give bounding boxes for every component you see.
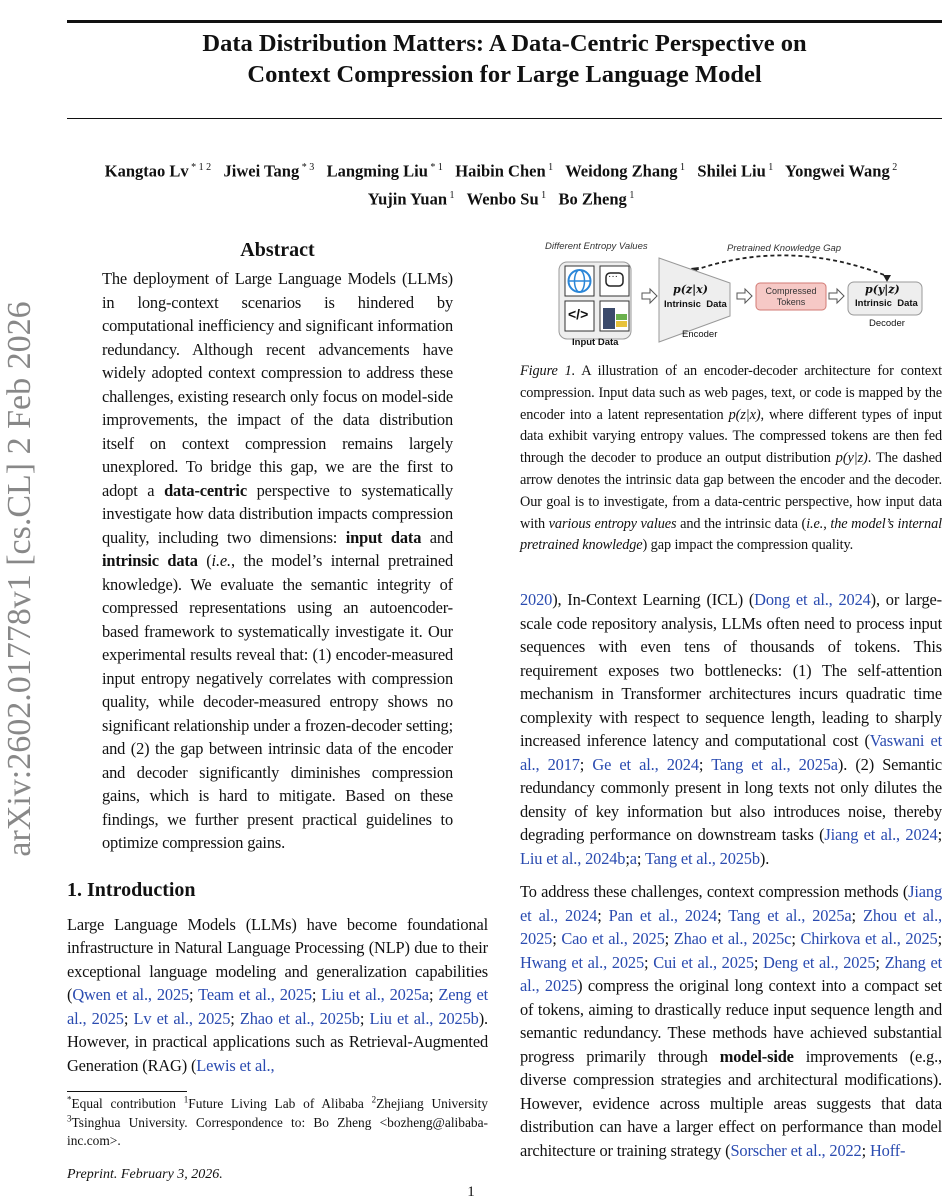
- preprint-note: Preprint. February 3, 2026.: [67, 1166, 223, 1182]
- text-segment: ;: [753, 952, 764, 972]
- text-segment: Equal contribution: [71, 1096, 184, 1111]
- text-segment: ;: [791, 929, 801, 949]
- authors-line: [60, 156, 942, 184]
- paper-title: [67, 28, 942, 90]
- citation-link[interactable]: Lv et al., 2025: [133, 1008, 231, 1028]
- text-segment: *: [67, 1094, 72, 1105]
- text-segment: model-side: [719, 1046, 794, 1066]
- text-segment: intrinsic data: [102, 551, 198, 570]
- text-segment: , where different types of input data exhibit varying entropy values. The compressed tokens are then fed through the decoder to produce an output distribution: [520, 406, 942, 467]
- author-name: Weidong Zhang: [565, 161, 678, 181]
- text-segment: 1: [183, 1094, 189, 1105]
- text-segment: ;: [428, 985, 439, 1004]
- text-segment: ;: [230, 1008, 240, 1028]
- abstract-text: [102, 267, 453, 855]
- authors-line: [60, 184, 942, 212]
- encoder-formula: p(z|x): [673, 283, 708, 296]
- calculator-icon: [603, 308, 615, 329]
- text-segment: ;: [698, 754, 712, 774]
- text-segment: p(y|z): [835, 450, 868, 467]
- citation-link[interactable]: Hoff-: [869, 1140, 906, 1160]
- title-bottom-rule: [67, 118, 942, 119]
- text-segment: ;: [359, 1008, 370, 1028]
- citation-link[interactable]: Jiang et al., 2024: [520, 882, 942, 925]
- text-segment: ) gap impact the compression quality.: [642, 537, 854, 554]
- input-data-label: Input Data: [572, 337, 619, 348]
- citation-link[interactable]: Tang et al., 2025b: [644, 848, 760, 868]
- encoder-label: Encoder: [682, 329, 718, 340]
- citation-link[interactable]: Hwang et al., 2025: [520, 952, 645, 972]
- figure-1: [530, 238, 930, 350]
- text-segment: ;: [644, 952, 654, 972]
- code-icon: </>: [568, 306, 589, 322]
- text-segment: the model’s internal pretrained knowledge: [520, 515, 942, 554]
- text-segment: The deployment of Large Language Models (LLMs) in long-context scenarios is hindered by computational inefficiency and significant information redundancy. Although recent advancements have widely adopted context compression to address these challenges, existing research only focus on model-side improvements, the impact of the data distribution itself on context compression remains largely unexplored. To bridge this gap, we are the first to adopt a: [102, 269, 453, 500]
- author-affiliation: * 3: [299, 162, 315, 173]
- text-segment: Figure 1.: [520, 363, 576, 379]
- text-segment: ;: [851, 905, 863, 925]
- footnote: [67, 1095, 488, 1151]
- citation-link[interactable]: Qwen et al., 2025: [72, 985, 190, 1004]
- text-segment: improvements (e.g., diverse compression strategies and architectural modifications). However, evidence across multiple areas suggests that data distribution can have a larger effect on performance than model architecture or training strategy (: [520, 1046, 942, 1160]
- text-segment: ;: [552, 929, 562, 949]
- text-segment: ), or large-scale code repository analysis, LLMs often need to process input sequences with even tens of thousands of tokens. This requirement exposes two bottlenecks: (1) The self-attention mechanism in Transformer architectures incurs quadratic time complexity with respect to sequence length, leading to sharply increased inference latency and computational cost (: [520, 590, 942, 751]
- citation-link[interactable]: Team et al., 2025: [198, 985, 312, 1004]
- decoder-label: Decoder: [869, 318, 905, 329]
- text-segment: p(z|x): [728, 406, 761, 423]
- text-segment: ;: [937, 929, 942, 949]
- right-arrow-icon: [642, 289, 657, 303]
- text-segment: To address these challenges, context compression methods (: [520, 882, 909, 902]
- top-rule: [67, 20, 942, 23]
- text-segment: ), In-Context Learning (ICL) (: [552, 590, 755, 610]
- author-affiliation: 1: [447, 189, 455, 201]
- citation-link[interactable]: Liu et al., 2025a: [321, 985, 429, 1004]
- text-segment: ;: [625, 848, 630, 868]
- citation-link[interactable]: Cao et al., 2025: [561, 929, 665, 949]
- text-segment: ;: [717, 905, 729, 925]
- citation-link[interactable]: Sorscher et al., 2022: [730, 1140, 862, 1160]
- citation-link[interactable]: Zhou et al., 2025: [520, 905, 942, 949]
- citation-link[interactable]: 2020: [520, 590, 553, 610]
- text-segment: . The dashed arrow denotes the intrinsic data gap between the encoder and the decoder. Our goal is to investigate, from a data-centric perspective, how input data with: [520, 450, 942, 532]
- dashed-gap-arrow: [695, 255, 887, 276]
- text-segment: Zhejiang University: [376, 1096, 488, 1111]
- intro-paragraph: [520, 588, 942, 870]
- title-line: Data Distribution Matters: A Data-Centric Perspective on: [202, 30, 807, 57]
- citation-link[interactable]: Ge et al., 2024: [592, 754, 699, 774]
- text-segment: (: [197, 551, 212, 570]
- text-segment: ;: [636, 848, 645, 868]
- tokens-line: Compressed: [765, 286, 817, 296]
- author-name: Langming Liu: [326, 161, 428, 181]
- text-segment: ;: [664, 929, 674, 949]
- text-segment: input data: [345, 527, 422, 547]
- entropy-label: Different Entropy Values: [545, 241, 648, 252]
- author-affiliation: 1: [765, 162, 774, 173]
- citation-link[interactable]: Zeng et al., 2025: [67, 985, 488, 1028]
- decoder-intrinsic-label: Intrinsic Data: [855, 298, 918, 309]
- author-name: Bo Zheng: [558, 189, 627, 208]
- text-segment: ;: [875, 952, 885, 972]
- intro-paragraph: [520, 880, 942, 1162]
- right-column: [520, 238, 942, 1162]
- citation-link[interactable]: Jiang et al., 2024: [824, 825, 938, 845]
- gap-label: Pretrained Knowledge Gap: [727, 243, 842, 254]
- right-arrow-icon: [737, 289, 752, 303]
- citation-link[interactable]: Deng et al., 2025: [763, 952, 876, 972]
- text-segment: , the model’s internal pretrained knowledge). We evaluate the semantic integrity of compressed representations using an autoencoder-based framework to systematically investigate it. Our experimental results reveal that: (1) encoder-measured input entropy negatively correlates with compression quality, while decoder-measured entropy shows no significant relationship under a frozen-decoder setting; and (2) the gap between intrinsic data of the encoder and decoder significantly diminishes compression gains, which is hard to mitigate. Based on these findings, we further present practical guidelines to optimize compression gains.: [102, 551, 453, 852]
- arrowhead-icon: [883, 275, 891, 282]
- encoder-intrinsic-label: Intrinsic Data: [664, 299, 727, 310]
- text-segment: Large Language Models (LLMs) have become foundational infrastructure in Natural Language Processing (NLP) due to their exceptional language modeling and generalization capabilities (: [67, 914, 488, 1004]
- text-segment: ) compress the original long context into a compact set of tokens, aiming to drastically reduce input sequence length and semantic redundancy. These methods have achieved substantial progress primarily through: [520, 976, 942, 1066]
- text-segment: ;: [311, 985, 322, 1004]
- text-segment: ;: [123, 1008, 134, 1028]
- decoder-formula: p(y|z): [865, 283, 900, 296]
- title-line: Context Compression for Large Language Model: [247, 61, 762, 88]
- author-name: Jiwei Tang: [223, 161, 300, 181]
- citation-link[interactable]: Dong et al., 2024: [754, 590, 871, 610]
- author-affiliation: 1: [677, 162, 686, 173]
- citation-link[interactable]: Pan et al., 2024: [608, 905, 718, 925]
- right-arrow-icon: [829, 289, 844, 303]
- text-segment: perspective to systematically investigate how data distribution impacts compression quality, including two dimensions:: [102, 480, 453, 547]
- text-segment: Future Living Lab of Alibaba: [188, 1096, 372, 1111]
- citation-link[interactable]: Tang et al., 2025a: [711, 754, 838, 774]
- citation-link[interactable]: Vaswani et al., 2017: [520, 731, 942, 774]
- citation-link[interactable]: Tang et al., 2025a: [728, 905, 852, 925]
- text-segment: and: [421, 527, 454, 547]
- citation-link[interactable]: Zhao et al., 2025c: [673, 929, 792, 949]
- figure-caption: [520, 361, 942, 557]
- text-segment: i.e.: [806, 515, 824, 532]
- chat-glyph: ···: [608, 271, 618, 282]
- citation-link[interactable]: Liu et al., 2024b: [520, 848, 626, 868]
- text-segment: ;: [579, 754, 593, 774]
- section-heading-introduction: 1. Introduction: [67, 878, 196, 901]
- author-affiliation: 2: [889, 162, 898, 173]
- author-affiliation: * 1 2: [188, 162, 212, 173]
- compressed-tokens-label: [756, 286, 826, 308]
- citation-link[interactable]: Zhao et al., 2025b: [239, 1008, 360, 1028]
- author-name: Kangtao Lv: [104, 161, 189, 181]
- left-column: [67, 237, 488, 1183]
- text-segment: and the intrinsic data (: [676, 515, 807, 532]
- text-segment: A illustration of an encoder-decoder architecture for context compression. Input data such as web pages, text, or code is mapped by the encoder into a latent representation: [520, 363, 942, 423]
- author-affiliation: 1: [538, 189, 547, 201]
- author-name: Yujin Yuan: [367, 189, 448, 208]
- tokens-line: Tokens: [776, 297, 806, 307]
- citation-link[interactable]: a: [629, 848, 637, 868]
- page-number: 1: [467, 1184, 475, 1200]
- citation-link[interactable]: Cui et al., 2025: [653, 952, 754, 972]
- text-segment: 3: [67, 1113, 72, 1124]
- text-segment: various entropy values: [548, 515, 677, 532]
- author-list: [60, 156, 942, 211]
- author-affiliation: * 1: [427, 162, 443, 173]
- citation-link[interactable]: Lewis et al.,: [196, 1055, 275, 1075]
- arxiv-identifier[interactable]: arXiv:2602.01778v1 [cs.CL] 2 Feb 2026: [1, 301, 38, 857]
- footnote-rule: [67, 1091, 187, 1092]
- text-segment: ;: [597, 905, 609, 925]
- text-segment: ;: [861, 1140, 870, 1160]
- text-segment: 2: [371, 1094, 377, 1105]
- citation-link[interactable]: Zhang et al., 2025: [520, 952, 942, 996]
- author-name: Wenbo Su: [466, 189, 539, 208]
- author-affiliation: 1: [626, 189, 635, 201]
- text-segment: i.e.: [211, 551, 231, 570]
- author-name: Yongwei Wang: [785, 161, 890, 181]
- author-affiliation: 1: [545, 162, 554, 173]
- author-name: Shilei Liu: [697, 161, 766, 181]
- text-segment: ). (2) Semantic redundancy commonly present in long texts not only dilutes the density of key information but also introduces noise, thereby degrading performance on downstream tasks (: [520, 754, 942, 845]
- citation-link[interactable]: Chirkova et al., 2025: [800, 929, 938, 949]
- text-segment: ).: [759, 848, 770, 868]
- author-name: Haibin Chen: [455, 161, 546, 181]
- text-segment: data-centric: [164, 480, 247, 500]
- abstract-heading: Abstract: [240, 239, 315, 261]
- text-segment: Tsinghua University. Correspondence to: Bo Zheng <bozheng@alibaba-inc.com>.: [67, 1114, 488, 1148]
- citation-link[interactable]: Liu et al., 2025b: [369, 1008, 479, 1028]
- text-segment: ;: [937, 825, 942, 845]
- text-segment: ). However, in practical applications such as Retrieval-Augmented Generation (RAG) (: [67, 1008, 488, 1075]
- intro-paragraph: [67, 913, 488, 1078]
- text-segment: ;: [189, 985, 199, 1004]
- text-segment: ,: [823, 515, 831, 532]
